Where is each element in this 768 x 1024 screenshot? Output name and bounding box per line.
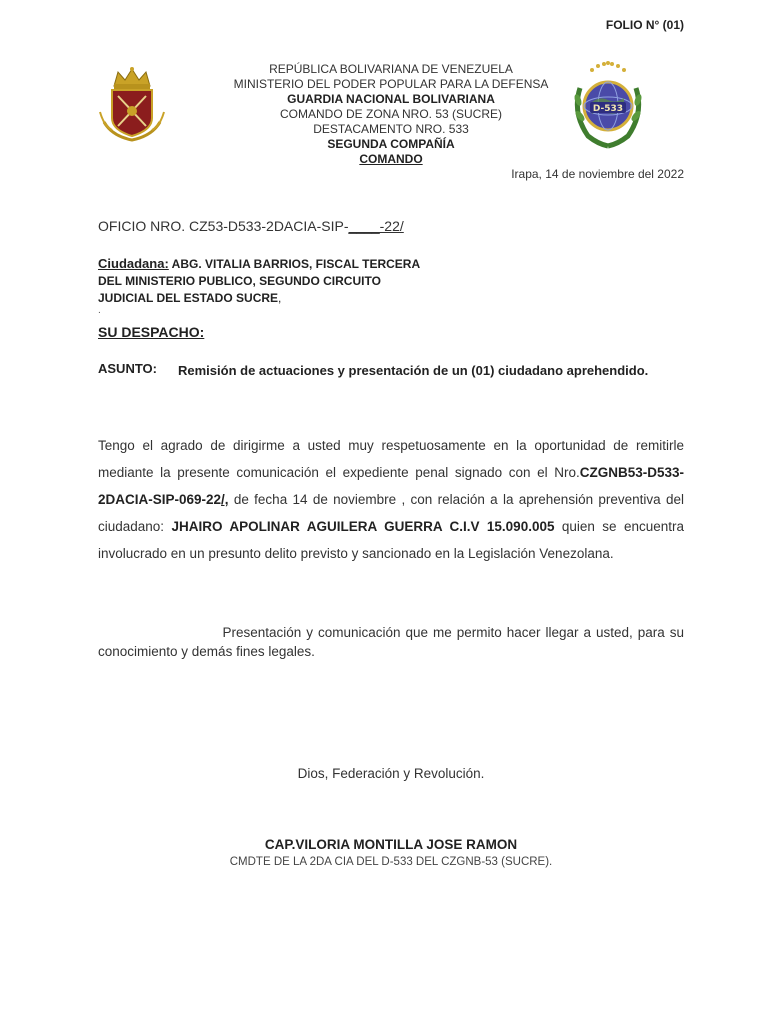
header-line-7: COMANDO (359, 152, 423, 166)
recipient-line-1: ABG. VITALIA BARRIOS, FISCAL TERCERA (168, 257, 421, 271)
recipient-line-2: DEL MINISTERIO PUBLICO, SEGUNDO CIRCUITO (98, 274, 381, 288)
header-line-5: DESTACAMENTO NRO. 533 (313, 122, 469, 136)
document-date: Irapa, 14 de noviembre del 2022 (511, 167, 684, 181)
header-line-2: MINISTERIO DEL PODER POPULAR PARA LA DEFENSA (233, 77, 549, 91)
stray-dot: . (98, 305, 101, 316)
recipient-line-3-comma: , (278, 291, 282, 305)
header-line-1: REPÚBLICA BOLIVARIANA DE VENEZUELA (269, 62, 513, 76)
signatory-name: CAP.VILORIA MONTILLA JOSE RAMON (264, 837, 518, 852)
asunto-label: ASUNTO: (98, 361, 157, 376)
p2-text: Presentación y comunicación que me permito hacer llegar a usted, para su conocimiento y demás fines legales. (98, 625, 684, 659)
header-line-6: SEGUNDA COMPAÑÍA (327, 137, 455, 151)
body-paragraph-1 (98, 432, 684, 567)
body-paragraph-2 (98, 623, 684, 661)
recipient-block (98, 255, 420, 307)
recipient-line-3: JUDICIAL DEL ESTADO SUCRE (98, 291, 279, 305)
detainee-name: JHAIRO APOLINAR AGUILERA GUERRA C.I.V 15.090.005 (171, 519, 555, 534)
p1-end: quien se encuentra involucrado en un presunto delito previsto y sancionado en la Legislación Venezolana. (98, 519, 684, 561)
closing-salutation: Dios, Federación y Revolución. (297, 766, 485, 781)
folio-number: FOLIO N° (01) (605, 18, 684, 32)
gnb-crest-logo (98, 64, 166, 144)
p1-intro: Tengo el agrado de dirigirme a usted muy respetuosamente en la oportunidad de remitirle mediante la presente comunicación el expediente penal signado con el Nro. (98, 438, 684, 480)
header-line-3: GUARDIA NACIONAL BOLIVARIANA (287, 92, 495, 106)
emblem-text: D-533 (592, 104, 624, 114)
p1-middle: de fecha 14 de noviembre , con relación a la aprehensión preventiva del ciudadano: (98, 492, 684, 534)
su-despacho: SU DESPACHO: (98, 324, 205, 340)
header-line-4: COMANDO DE ZONA NRO. 53 (SUCRE) (279, 107, 503, 121)
p2-indent (98, 625, 222, 640)
signatory-title: CMDTE DE LA 2DA CIA DEL D-533 DEL CZGNB-53 (SUCRE). (229, 856, 553, 868)
recipient-label: Ciudadana: (98, 256, 169, 271)
d533-emblem-logo (568, 58, 648, 150)
oficio-blank: ____-22/ (348, 218, 404, 234)
expediente-slash: /, (221, 492, 229, 507)
oficio-prefix: OFICIO NRO. CZ53-D533-2DACIA-SIP- (98, 218, 349, 234)
expediente-number: CZGNB53-D533-2DACIA-SIP-069-22 (98, 465, 684, 507)
asunto-text: Remisión de actuaciones y presentación de un (01) ciudadano aprehendido. (178, 363, 649, 378)
oficio-number (98, 218, 404, 234)
letterhead (200, 62, 582, 167)
